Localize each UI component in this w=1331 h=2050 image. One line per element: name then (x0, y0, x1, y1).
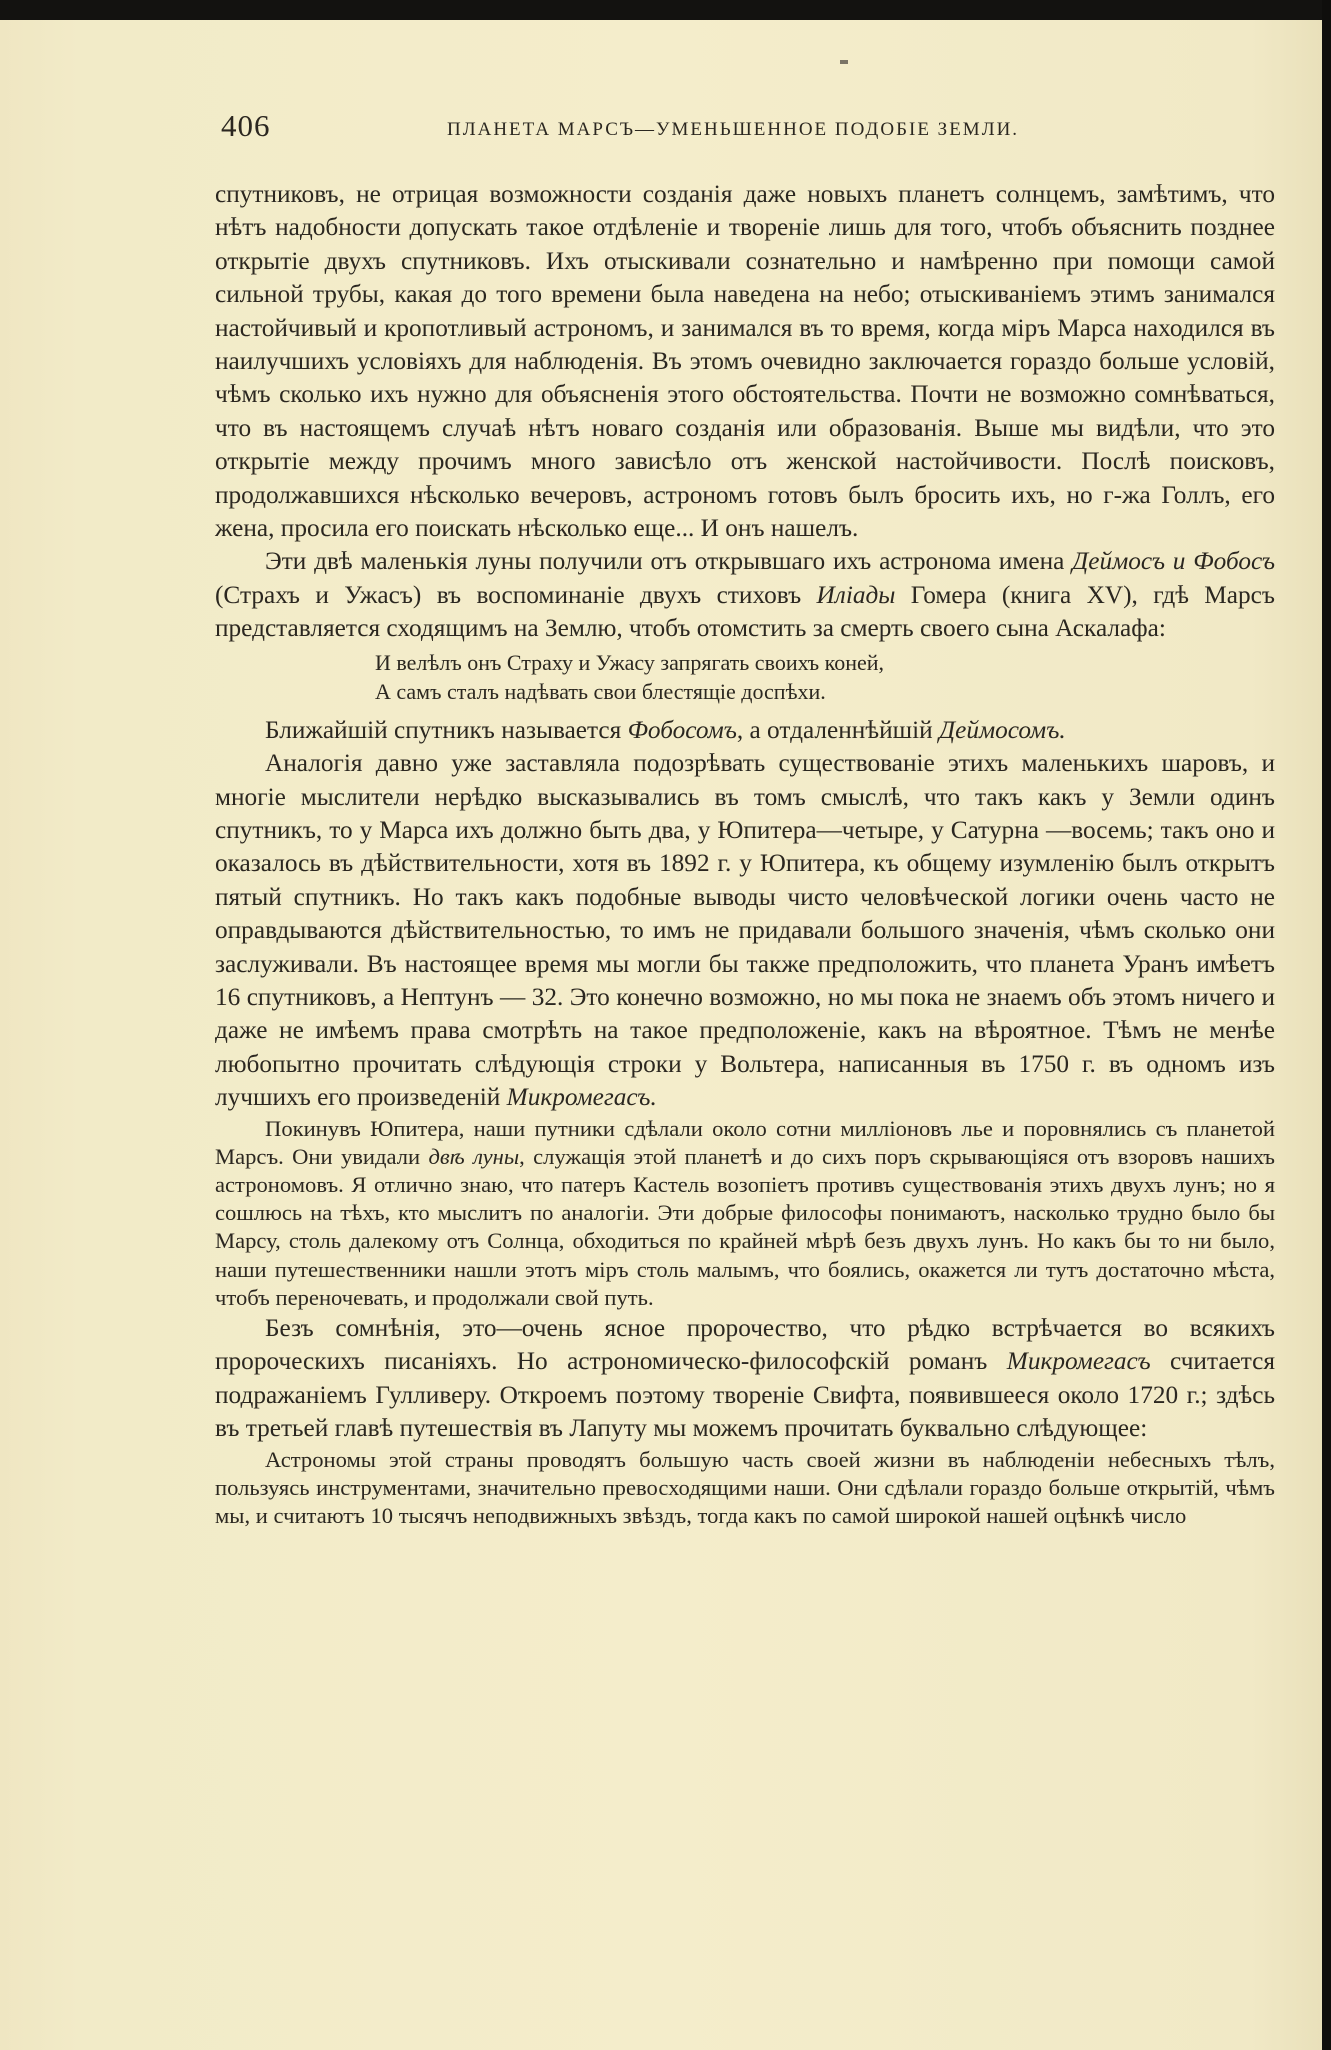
micromegas-title: Микромегасъ. (506, 1083, 657, 1112)
two-moons-phrase: двѣ луны (428, 1143, 520, 1169)
paragraph-1: спутниковъ, не отрицая возможности созданія даже новыхъ планетъ солнцемъ, замѣтимъ, что нѣтъ надобности допускать такое отдѣленіе и твореніе лишь для того, чтобъ объяснить позднее открытіе двухъ спутниковъ. Ихъ отыскивали сознательно и намѣренно при помощи самой сильной трубы, какая до того времени была наведена на небо; отыскиваніемъ этимъ занимался настойчивый и кропотливый астрономъ, и занимался въ то время, когда міръ Марса находился въ наилучшихъ условіяхъ для наблюденія. Въ этомъ очевидно заключается гораздо больше условій, чѣмъ сколько ихъ нужно для объясненія этого обстоятельства. Почти не возможно сомнѣваться, что въ настоящемъ случаѣ нѣтъ новаго созданія или образованія. Выше мы видѣли, что это открытіе между прочимъ много зависѣло отъ женской настойчивости. Послѣ поисковъ, продолжавшихся нѣсколько вечеровъ, астрономъ готовъ былъ бросить ихъ, но г-жа Голлъ, его жена, просила его поискать нѣсколько еще... И онъ нашелъ. (215, 180, 1275, 543)
text-span: , служащія этой планетѣ и до сихъ поръ скрывающіяся отъ взоровъ нашихъ астрономовъ. Я отлично знаю, что патеръ Кастель возопіетъ противъ существованія этихъ двухъ лунъ; но я сошлюсь на тѣхъ, кто мыслитъ по аналогіи. Эти добрые философы понимаютъ, насколько трудно было бы Марсу, столь далекому отъ Солнца, обходиться по крайней мѣрѣ безъ двухъ лунъ. Но какъ бы то ни было, наши путешественники нашли этотъ міръ столь малымъ, что боялись, окажется ли тутъ достаточно мѣста, чтобъ переночевать, и продолжали свой путь. (215, 1143, 1275, 1310)
text-span: Эти двѣ маленькія луны получили отъ открывшаго ихъ астронома имена (265, 547, 1073, 576)
iliad-title: Иліады (816, 580, 896, 609)
deimos-name: Деймосъ (1072, 547, 1165, 576)
text-span: Покинувъ Юпитера, наши путники сдѣлали около сотни милліоновъ лье и поровнялись съ планетой Марсъ. Они увидали (215, 1115, 1275, 1169)
page-header (215, 108, 1275, 148)
paragraph-4 (215, 747, 1275, 1114)
text-span: (Страхъ и Ужасъ) въ воспоминаніе двухъ стиховъ (215, 580, 817, 609)
running-head: ПЛАНЕТА МАРСЪ—УМЕНЬШЕННОЕ ПОДОБІЕ ЗЕМЛИ. (447, 119, 1020, 140)
phobos-name: Фобосомъ (627, 715, 737, 744)
text-span: Безъ сомнѣнія, это—очень ясное пророчество, что рѣдко встрѣчается во всякихъ пророческихъ писаніяхъ. Но астрономическо-философскій романъ (215, 1313, 1275, 1376)
verse-quote (375, 648, 1275, 706)
text-span: Аналогія давно уже заставляла подозрѣвать существованіе этихъ маленькихъ шаровъ, и многіе мыслители нерѣдко высказывались въ томъ смыслѣ, что такъ какъ у Земли одинъ спутникъ, то у Марса ихъ должно быть два, у Юпитера—четыре, у Сатурна —восемь; такъ оно и оказалось въ дѣйствительности, хотя въ 1892 г. у Юпитера, къ общему изумленію былъ открытъ пятый спутникъ. Но такъ какъ подобные выводы чисто человѣческой логики очень часто не оправдываются дѣйствительностью, то имъ не придавали большого значенія, чѣмъ сколько они заслуживали. Въ настоящее время мы могли бы также предположить, что планета Уранъ имѣетъ 16 спутниковъ, а Нептунъ — 32. Это конечно возможно, но мы пока не знаемъ объ этомъ ничего и даже не имѣемъ права смотрѣть на такое предположеніе, какъ на вѣроятное. Тѣмъ не менѣе любопытно прочитать слѣдующія строки у Вольтера, написанныя въ 1750 г. въ одномъ изъ лучшихъ его произведеній (215, 749, 1275, 1112)
text-span: и (1164, 547, 1194, 576)
text-span: Гомера (книга XV), гдѣ Марсъ представляется сходящимъ на Землю, чтобъ отомстить за смерть своего сына Аскалафа: (215, 580, 1275, 643)
paragraph-3 (215, 714, 1275, 747)
scan-border-top (0, 0, 1331, 20)
voltaire-quote (215, 1115, 1275, 1312)
page-number: 406 (221, 108, 271, 143)
paragraph-5 (215, 1312, 1275, 1446)
text-span: считается подражаніемъ Гулливеру. Откроемъ поэтому твореніе Свифта, появившееся около 1720 г.; здѣсь въ третьей главѣ путешествія въ Лапуту мы можемъ прочитать буквально слѣдующее: (215, 1347, 1276, 1443)
text-span: , а отдаленнѣйшій (736, 715, 939, 744)
swift-quote: Астрономы этой страны проводятъ большую часть своей жизни въ наблюденіи небесныхъ тѣлъ, пользуясь инструментами, значительно превосходящими наши. Они сдѣлали гораздо больше открытій, чѣмъ мы, и считаютъ 10 тысячъ неподвижныхъ звѣздъ, тогда какъ по самой широкой нашей оцѣнкѣ число (215, 1446, 1275, 1529)
scan-mark (840, 60, 848, 64)
paragraph-2 (215, 545, 1275, 645)
page-body (215, 178, 1275, 1530)
text-span: Ближайшій спутникъ называется (265, 715, 628, 744)
verse-line-1: И велѣлъ онъ Страху и Ужасу запрягать своихъ коней, (375, 649, 885, 675)
micromegas-title: Микромегасъ (1006, 1347, 1151, 1376)
scan-border-right (1322, 0, 1331, 2050)
deimos-name: Деймосомъ. (939, 715, 1066, 744)
phobos-name: Фобосъ (1193, 547, 1276, 576)
verse-line-2: А самъ сталъ надѣвать свои блестящіе доспѣхи. (375, 678, 826, 704)
